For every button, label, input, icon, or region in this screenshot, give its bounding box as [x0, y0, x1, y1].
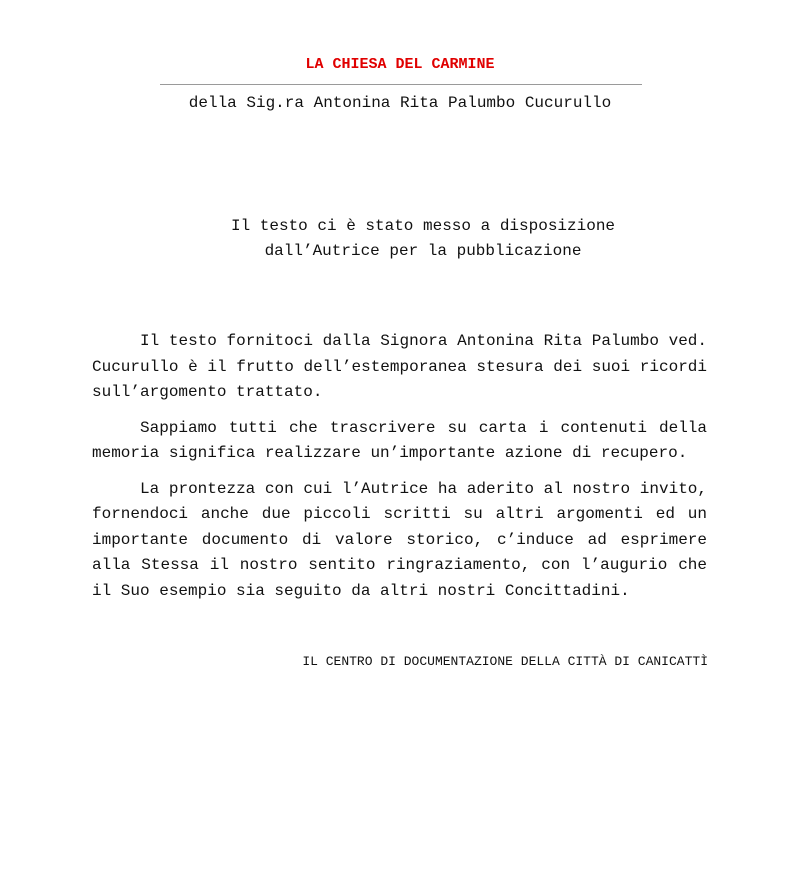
- paragraph: La prontezza con cui l’Autrice ha aderito al nostro invito, fornendoci anche due piccoli scritti su altri argomenti ed un importante documento di valore storico, c’induce ad esprimere alla Stessa il nostro sentito ringraziamento, con l’augurio che il Suo esempio sia seguito da altri nostri Concittadini.: [92, 479, 707, 600]
- title-divider: [160, 84, 642, 85]
- paragraph: Sappiamo tutti che trascrivere su carta i contenuti della memoria significa realizzare un’importante azione di recupero.: [92, 418, 707, 462]
- document-title: LA CHIESA DEL CARMINE: [305, 56, 495, 73]
- signature: IL CENTRO DI DOCUMENTAZIONE DELLA CITTÀ DI CANICATTÌ: [302, 654, 708, 669]
- body-text: [92, 329, 707, 614]
- note-line: Il testo ci è stato messo a disposizione: [230, 217, 616, 235]
- note-line: dall’Autrice per la pubblicazione: [264, 242, 582, 260]
- author-line: della Sig.ra Antonina Rita Palumbo Cucurullo: [188, 94, 612, 112]
- publication-note: [0, 214, 800, 264]
- paragraph: Il testo fornitoci dalla Signora Antonina Rita Palumbo ved. Cucurullo è il frutto dell’estemporanea stesura dei suoi ricordi sull’argomento trattato.: [92, 332, 707, 401]
